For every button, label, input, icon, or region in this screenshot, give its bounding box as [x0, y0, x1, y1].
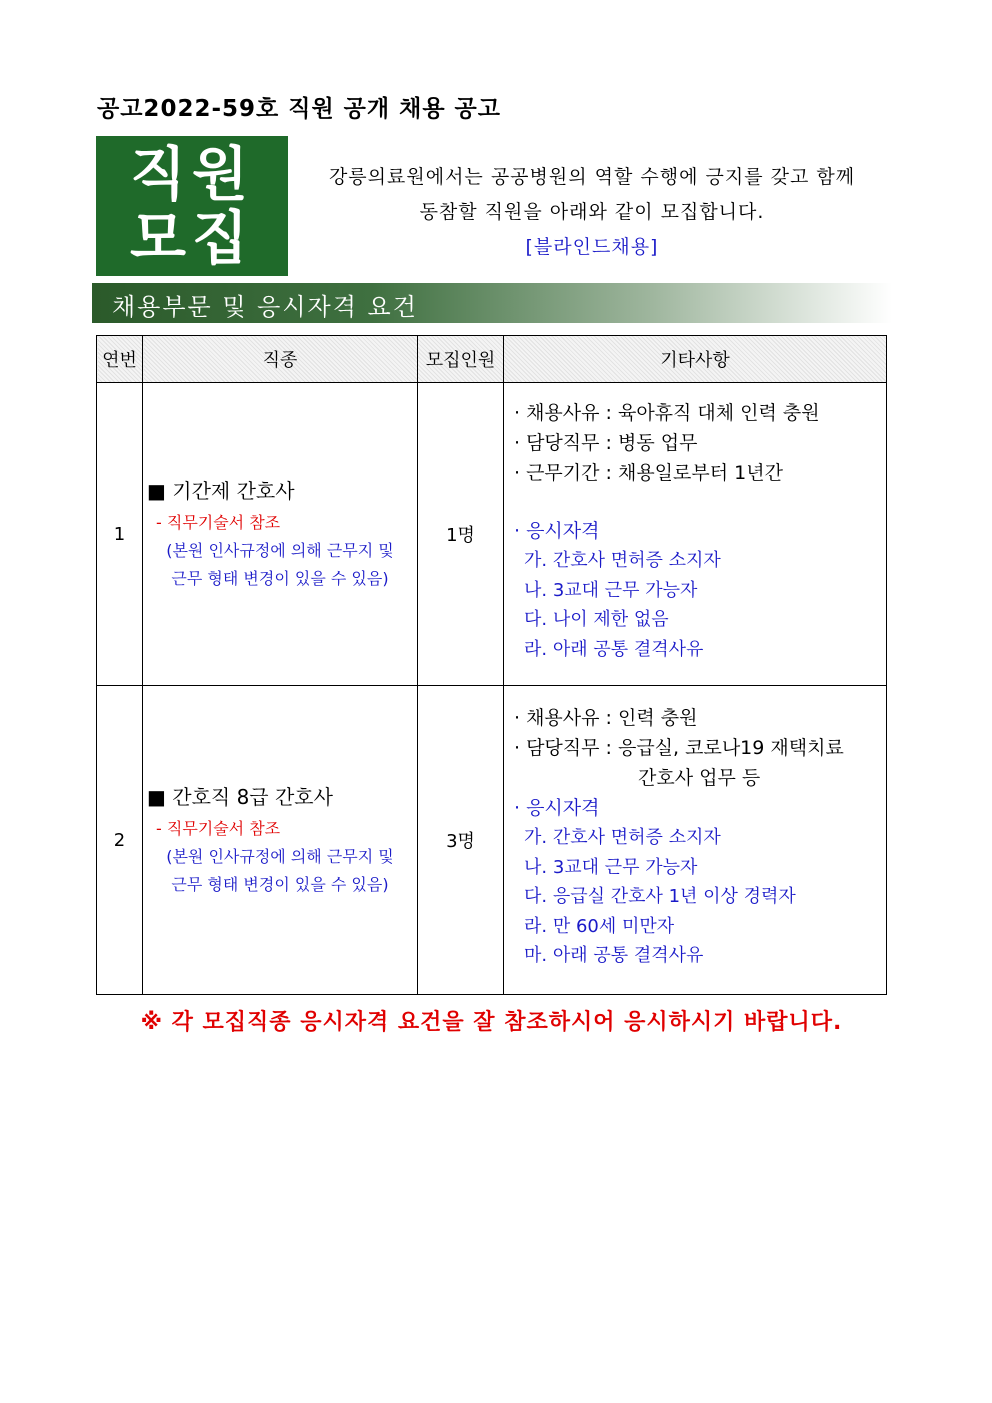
job-note: - 직무기술서 참조 [156, 513, 281, 532]
recruit-logo [96, 136, 288, 276]
job-rule-line1: (본원 인사규정에 의해 근무지 및 [166, 847, 394, 866]
header-etc: 기타사항 [504, 336, 887, 383]
qualification-heading: · 응시자격 [514, 797, 600, 819]
qualification-item: 마. 아래 공통 결격사유 [524, 945, 704, 966]
job-rule-line2: 근무 형태 변경이 있을 수 있음) [171, 569, 389, 588]
qualification-item: 가. 간호사 면허증 소지자 [524, 550, 721, 571]
job-title: ■ 간호직 8급 간호사 [147, 785, 333, 809]
table-row [97, 686, 887, 995]
hire-reason: · 채용사유 : 인력 충원 [514, 707, 698, 729]
section-header [92, 283, 892, 323]
qualification-item: 라. 만 60세 미만자 [524, 915, 675, 937]
row-no: 2 [97, 686, 143, 995]
duty-continued: 간호사 업무 등 [638, 767, 761, 789]
header-job: 직종 [143, 336, 418, 383]
job-cell [143, 383, 418, 686]
table-header-row [97, 336, 887, 383]
job-rule-line2: 근무 형태 변경이 있을 수 있음) [171, 875, 389, 894]
qualification-item: 나. 3교대 근무 가능자 [524, 856, 698, 878]
qualification-item: 라. 아래 공통 결격사유 [524, 638, 704, 660]
etc-cell [504, 686, 887, 995]
intro-line2: 동참할 직원을 아래와 같이 모집합니다. [419, 201, 765, 223]
recruit-count: 1명 [418, 383, 504, 686]
qualification-item: 나. 3교대 근무 가능자 [524, 579, 698, 601]
intro-line1: 강릉의료원에서는 공공병원의 역할 수행에 긍지를 갖고 함께 [328, 166, 856, 188]
section-title: 채용부문 및 응시자격 요건 [112, 293, 418, 321]
footer-notice: ※ 각 모집직종 응시자격 요건을 잘 참조하시어 응시하시기 바랍니다. [140, 1010, 843, 1035]
duty: · 담당직무 : 병동 업무 [514, 432, 698, 454]
table-row [97, 383, 887, 686]
qualification-item: 가. 간호사 면허증 소지자 [524, 827, 721, 848]
hire-reason: · 채용사유 : 육아휴직 대체 인력 충원 [514, 402, 820, 424]
recruitment-table [96, 335, 887, 995]
logo-line2: 모집 [129, 204, 255, 272]
duty: · 담당직무 : 응급실, 코로나19 재택치료 [514, 737, 844, 759]
qualification-heading: · 응시자격 [514, 520, 600, 542]
job-title: ■ 기간제 간호사 [147, 479, 295, 503]
header-count: 모집인원 [418, 336, 504, 383]
header-no: 연번 [97, 336, 143, 383]
etc-cell [504, 383, 887, 686]
row-no: 1 [97, 383, 143, 686]
qualification-item: 다. 응급실 간호사 1년 이상 경력자 [524, 886, 796, 907]
job-note: - 직무기술서 참조 [156, 819, 281, 838]
recruit-count: 3명 [418, 686, 504, 995]
job-cell [143, 686, 418, 995]
qualification-item: 다. 나이 제한 없음 [524, 609, 669, 630]
blind-hiring-label: [블라인드채용] [525, 236, 659, 258]
job-rule-line1: (본원 인사규정에 의해 근무지 및 [166, 541, 394, 560]
intro-text [298, 160, 886, 265]
logo-line1: 직원 [129, 140, 255, 208]
work-period: · 근무기간 : 채용일로부터 1년간 [514, 462, 783, 484]
page-title: 공고2022-59호 직원 공개 채용 공고 [97, 96, 501, 122]
